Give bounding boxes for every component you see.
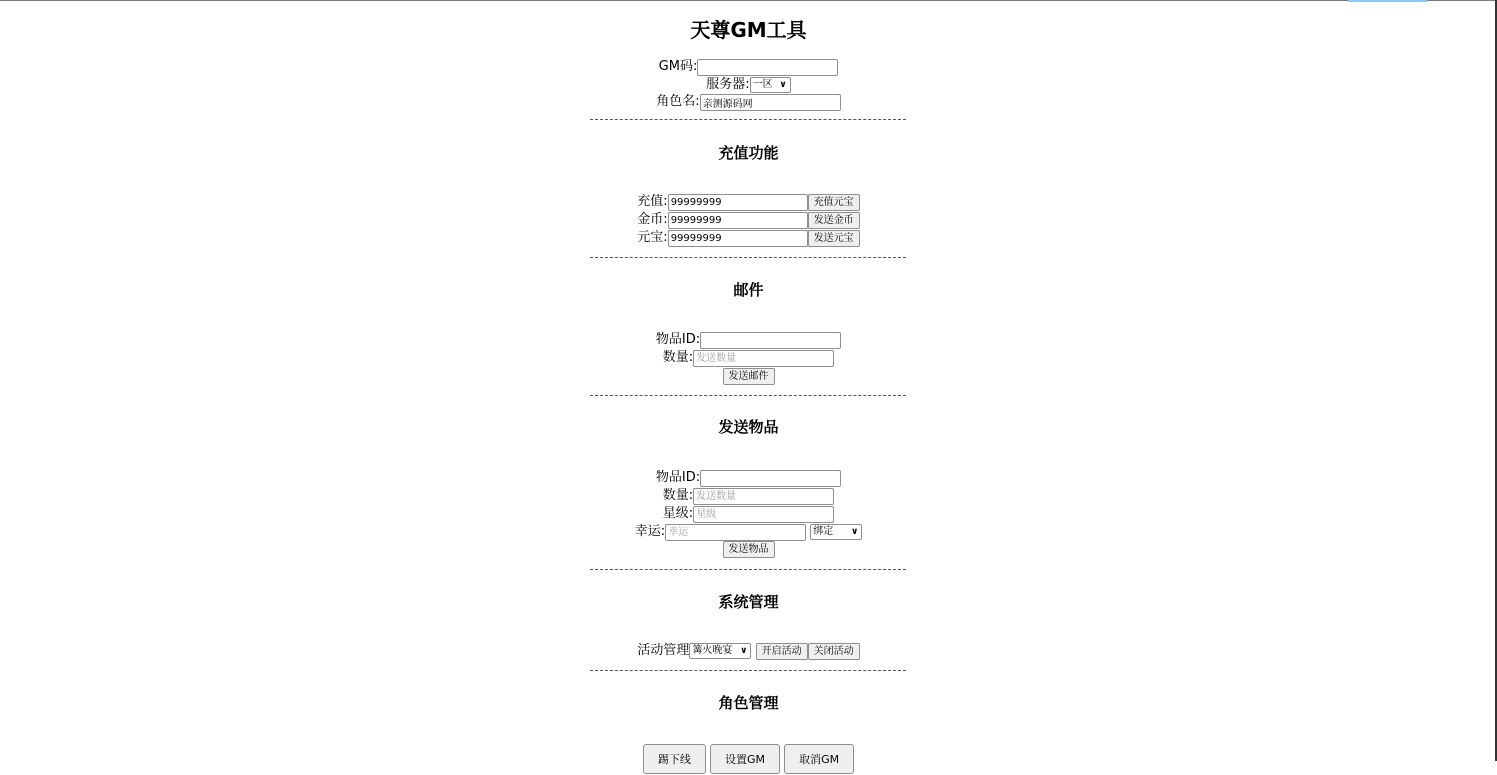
recharge-input[interactable] (668, 194, 808, 211)
role-name-label: 角色名: (656, 94, 700, 109)
send-item-button[interactable]: 发送物品 (723, 541, 775, 558)
kick-offline-button[interactable]: 踢下线 (643, 744, 706, 774)
send-item-row (0, 541, 1497, 559)
item-quantity-row (0, 487, 1497, 505)
role-buttons-row (0, 744, 1497, 774)
item-star-row (0, 505, 1497, 523)
divider (590, 119, 906, 120)
page-title: 天尊GM工具 (690, 18, 807, 42)
gold-input[interactable] (668, 212, 808, 229)
bind-select[interactable] (810, 524, 862, 540)
yuanbao-label: 元宝: (637, 230, 668, 245)
mail-send-row (0, 368, 1497, 386)
send-yuanbao-button[interactable]: 发送元宝 (808, 230, 860, 247)
mail-item-id-row (0, 331, 1497, 349)
chevron-down-icon: ∨ (779, 80, 787, 90)
gold-row (0, 211, 1497, 229)
activity-select[interactable] (689, 643, 751, 659)
item-id-row (0, 469, 1497, 487)
cancel-gm-button[interactable]: 取消GM (784, 744, 854, 774)
mail-quantity-row (0, 349, 1497, 367)
send-mail-button[interactable]: 发送邮件 (723, 368, 775, 385)
activity-selected: 篝火晚宴 (692, 645, 733, 656)
item-luck-label: 幸运: (634, 524, 666, 539)
gm-code-label: GM码: (658, 59, 698, 74)
close-activity-button[interactable]: 关闭活动 (808, 643, 860, 660)
gm-code-input[interactable] (697, 59, 838, 76)
server-selected: 一区 (752, 79, 773, 90)
item-id-label: 物品ID: (655, 470, 701, 485)
server-label: 服务器: (706, 77, 750, 92)
mail-item-id-input[interactable] (700, 332, 841, 349)
yuanbao-row (0, 229, 1497, 247)
section-title-recharge: 充值功能 (718, 144, 779, 162)
mail-item-id-label: 物品ID: (655, 332, 701, 347)
activity-row (0, 642, 1497, 660)
gold-label: 金币: (637, 212, 668, 227)
item-star-label: 星级: (662, 506, 694, 521)
item-luck-input[interactable] (665, 524, 806, 541)
divider (590, 395, 906, 396)
divider (590, 569, 906, 570)
yuanbao-input[interactable] (668, 230, 808, 247)
recharge-yuanbao-button[interactable]: 充值元宝 (808, 194, 860, 211)
chevron-down-icon: ∨ (850, 527, 859, 537)
activity-label: 活动管理 (637, 643, 690, 658)
role-name-row (0, 93, 1497, 111)
item-star-input[interactable] (693, 506, 834, 523)
divider (590, 257, 906, 258)
item-quantity-label: 数量: (662, 488, 694, 503)
mail-quantity-input[interactable] (693, 350, 834, 367)
server-row (0, 76, 1497, 94)
item-luck-row (0, 523, 1497, 541)
set-gm-button[interactable]: 设置GM (710, 744, 780, 774)
open-activity-button[interactable]: 开启活动 (756, 643, 808, 660)
role-name-input[interactable] (700, 94, 841, 111)
window-top-accent (1348, 0, 1427, 2)
send-gold-button[interactable]: 发送金币 (808, 212, 860, 229)
server-select[interactable] (750, 77, 791, 93)
window-top-border (0, 0, 1497, 1)
gm-code-row (0, 58, 1497, 76)
item-quantity-input[interactable] (693, 488, 834, 505)
divider (590, 670, 906, 671)
chevron-down-icon: ∨ (740, 646, 748, 656)
section-title-role: 角色管理 (718, 694, 779, 712)
section-title-system: 系统管理 (718, 593, 779, 611)
mail-quantity-label: 数量: (662, 350, 694, 365)
section-title-send-item: 发送物品 (718, 418, 779, 436)
recharge-label: 充值: (637, 194, 668, 209)
item-id-input[interactable] (700, 470, 841, 487)
section-title-mail: 邮件 (733, 281, 764, 299)
bind-selected: 绑定 (813, 526, 834, 537)
recharge-row (0, 193, 1497, 211)
